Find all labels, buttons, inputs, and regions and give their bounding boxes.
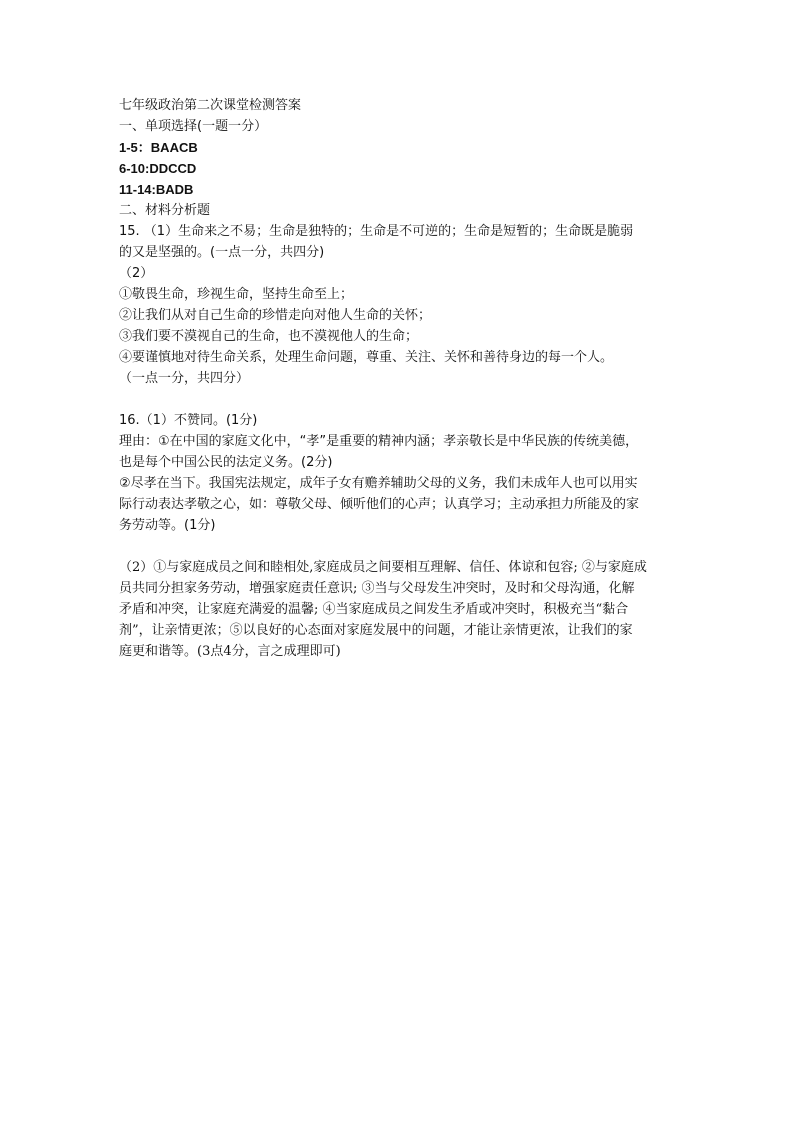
answer-11-14: 11-14:BADB [119, 182, 194, 197]
q15-item-3: ③我们要不漠视自己的生命，也不漠视他人的生命； [119, 329, 419, 344]
q15-part1-line2: 的又是坚强的。(一点一分，共四分) [119, 245, 325, 260]
section1-heading: 一、单项选择(一题一分） [119, 119, 268, 134]
q16-reason-line-4: 际行动表达孝敬之心，如：尊敬父母、倾听他们的心声；认真学习；主动承担力所能及的家 [119, 497, 640, 512]
q16-part1: 16.（1）不赞同。(1分) [119, 413, 258, 428]
q16-part2-line-2: 员共同分担家务劳动，增强家庭责任意识; ③当与父母发生冲突时，及时和父母沟通，化解 [119, 581, 635, 596]
q16-part2-line-3: 矛盾和冲突，让家庭充满爱的温馨; ④当家庭成员之间发生矛盾或冲突时，积极充当“黏合 [119, 602, 629, 617]
q15-item-4: ④要谨慎地对待生命关系，处理生命问题，尊重、关注、关怀和善待身边的每一个人。 [119, 350, 614, 365]
answer-1-5: 1-5：BAACB [119, 140, 198, 155]
q15-part1-line1: 15. （1）生命来之不易；生命是独特的；生命是不可逆的；生命是短暂的；生命既是脆弱 [119, 224, 634, 239]
q16-part2-line-1: （2）①与家庭成员之间和睦相处,家庭成员之间要相互理解、信任、体谅和包容; ②与家庭成 [119, 560, 647, 575]
q16-reason-line-3: ②尽孝在当下。我国宪法规定，成年子女有赡养辅助父母的义务，我们未成年人也可以用实 [119, 476, 638, 491]
q16-reason-line-2: 也是每个中国公民的法定义务。(2分) [119, 455, 333, 470]
q16-part2-line-5: 庭更和谐等。(3点4分，言之成理即可) [119, 644, 341, 659]
spacer [119, 389, 679, 410]
q16-reason-line-5: 务劳动等。(1分) [119, 518, 216, 533]
q15-item-1: ①敬畏生命，珍视生命，坚持生命至上； [119, 287, 354, 302]
section2-heading: 二、材料分析题 [119, 203, 211, 218]
q15-part2-label: （2） [119, 266, 154, 281]
answer-6-10: 6-10:DDCCD [119, 161, 197, 176]
q15-item-2: ②让我们从对自己生命的珍惜走向对他人生命的关怀； [119, 308, 432, 323]
q16-part2-line-4: 剂”，让亲情更浓；⑤以良好的心态面对家庭发展中的问题，才能让亲情更浓，让我们的家 [119, 623, 633, 638]
q16-reason-line-1: 理由：①在中国的家庭文化中，“孝”是重要的精神内涵；孝亲敬长是中华民族的传统美德， [119, 434, 639, 449]
spacer [119, 536, 679, 557]
answer-sheet [119, 95, 679, 662]
q15-part2-score: （一点一分，共四分） [119, 371, 250, 386]
document-title: 七年级政治第二次课堂检测答案 [119, 98, 302, 113]
